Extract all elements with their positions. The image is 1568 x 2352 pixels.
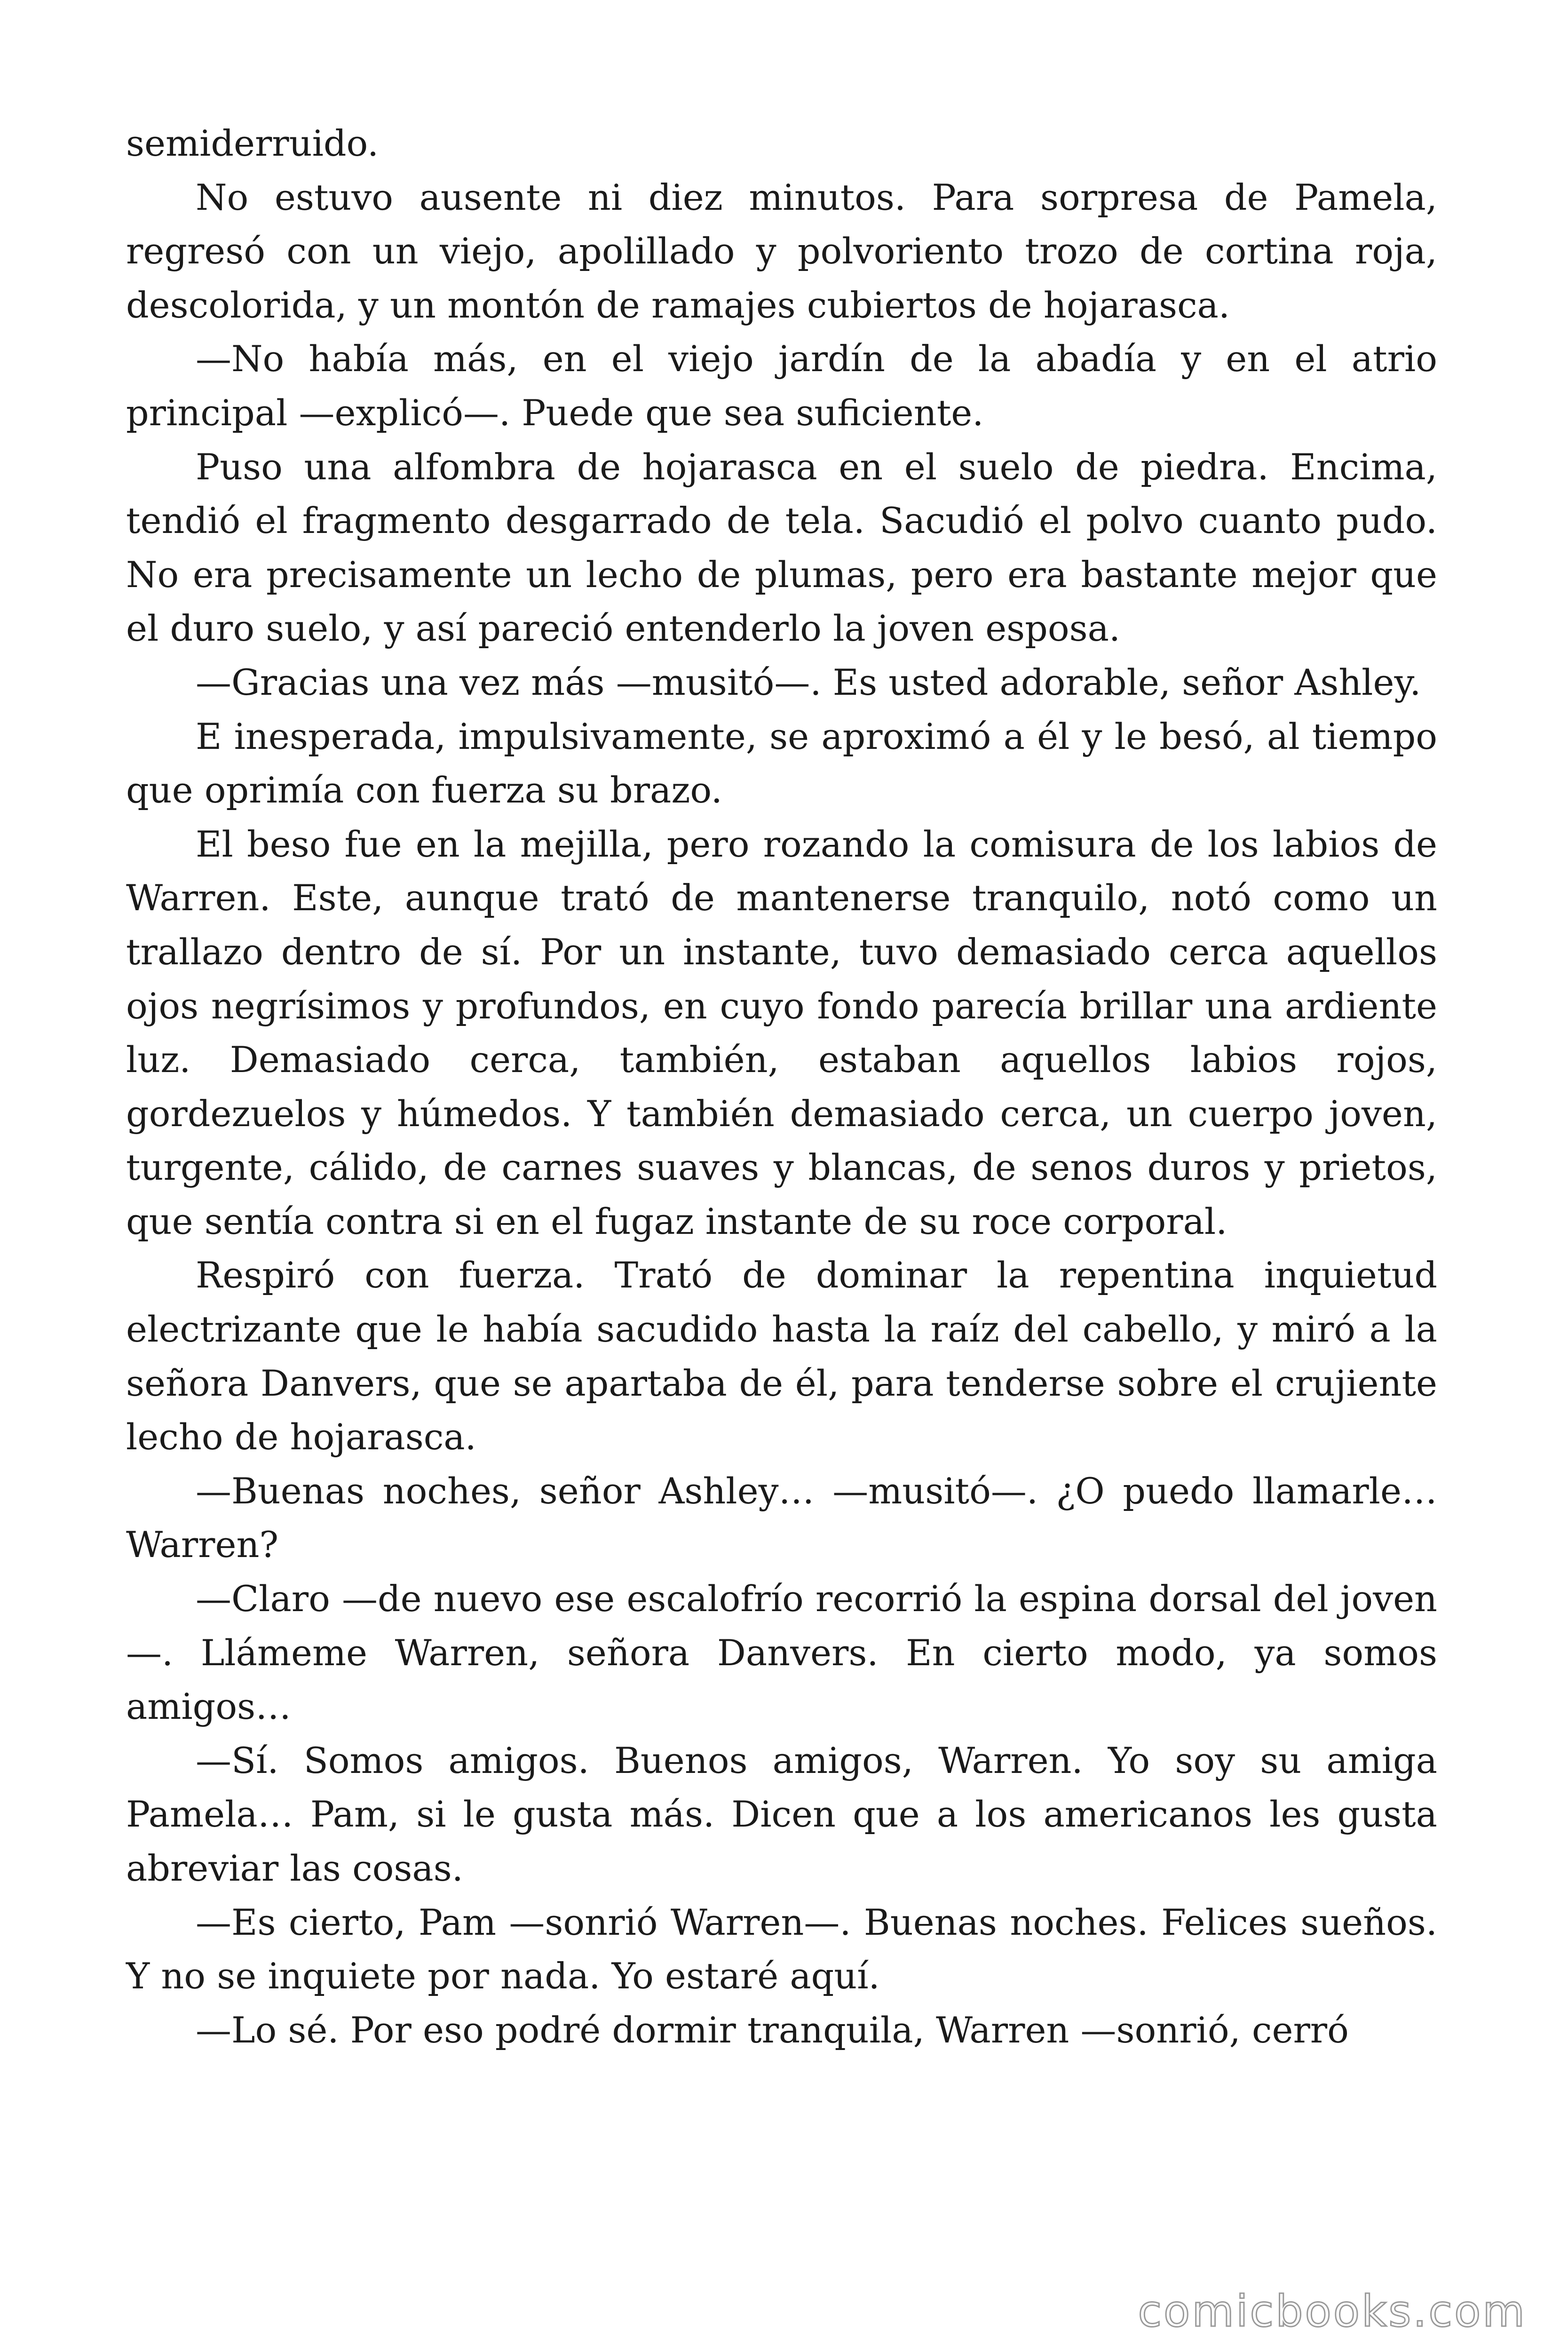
body-text	[126, 117, 1437, 2057]
paragraph: Respiró con fuerza. Trató de dominar la repentina inquietud electrizante que le había sacudido hasta la raíz del cabello, y miró a la señora Danvers, que se apartaba de él, para tenderse sobre el crujiente lecho de hojarasca.	[126, 1254, 1437, 1458]
paragraph: —Es cierto, Pam —sonrió Warren—. Buenas noches. Felices sueños. Y no se inquiete por nada. Yo estaré aquí.	[126, 1901, 1437, 1997]
paragraph: No estuvo ausente ni diez minutos. Para sorpresa de Pamela, regresó con un viejo, apolillado y polvoriento trozo de cortina roja, descolorida, y un montón de ramajes cubiertos de hojarasca.	[126, 176, 1437, 326]
paragraph: —Sí. Somos amigos. Buenos amigos, Warren. Yo soy su amiga Pamela… Pam, si le gusta más. Dicen que a los americanos les gusta abreviar las cosas.	[126, 1739, 1437, 1889]
paragraph: semiderruido.	[126, 122, 379, 164]
watermark: comicbooks.com	[1138, 2286, 1527, 2336]
paragraph: El beso fue en la mejilla, pero rozando la comisura de los labios de Warren. Este, aunque trató de mantenerse tranquilo, notó como un trallazo dentro de sí. Por un instante, tuvo demasiado cerca aquellos ojos negrísimos y profundos, en cuyo fondo parecía brillar una ardiente luz. Demasiado cerca, también, estaban aquellos labios rojos, gordezuelos y húmedos. Y también demasiado cerca, un cuerpo joven, turgente, cálido, de carnes suaves y blancas, de senos duros y prietos, que sentía contra si en el fugaz instante de su roce corporal.	[126, 823, 1437, 1242]
paragraph: —Claro —de nuevo ese escalofrío recorrió la espina dorsal del joven—. Llámeme Warren, señora Danvers. En cierto modo, ya somos amigos…	[126, 1578, 1437, 1728]
paragraph: —Lo sé. Por eso podré dormir tranquila, Warren —sonrió, cerró	[196, 2009, 1349, 2051]
paragraph: —No había más, en el viejo jardín de la abadía y en el atrio principal —explicó—. Puede que sea suficiente.	[126, 338, 1437, 434]
paragraph: Puso una alfombra de hojarasca en el suelo de piedra. Encima, tendió el fragmento desgarrado de tela. Sacudió el polvo cuanto pudo. No era precisamente un lecho de plumas, pero era bastante mejor que el duro suelo, y así pareció entenderlo la joven esposa.	[126, 445, 1437, 650]
paragraph: E inesperada, impulsivamente, se aproximó a él y le besó, al tiempo que oprimía con fuerza su brazo.	[126, 715, 1437, 811]
paragraph: —Buenas noches, señor Ashley… —musitó—. ¿O puedo llamarle… Warren?	[126, 1470, 1437, 1566]
paragraph: —Gracias una vez más —musitó—. Es usted adorable, señor Ashley.	[196, 661, 1421, 703]
